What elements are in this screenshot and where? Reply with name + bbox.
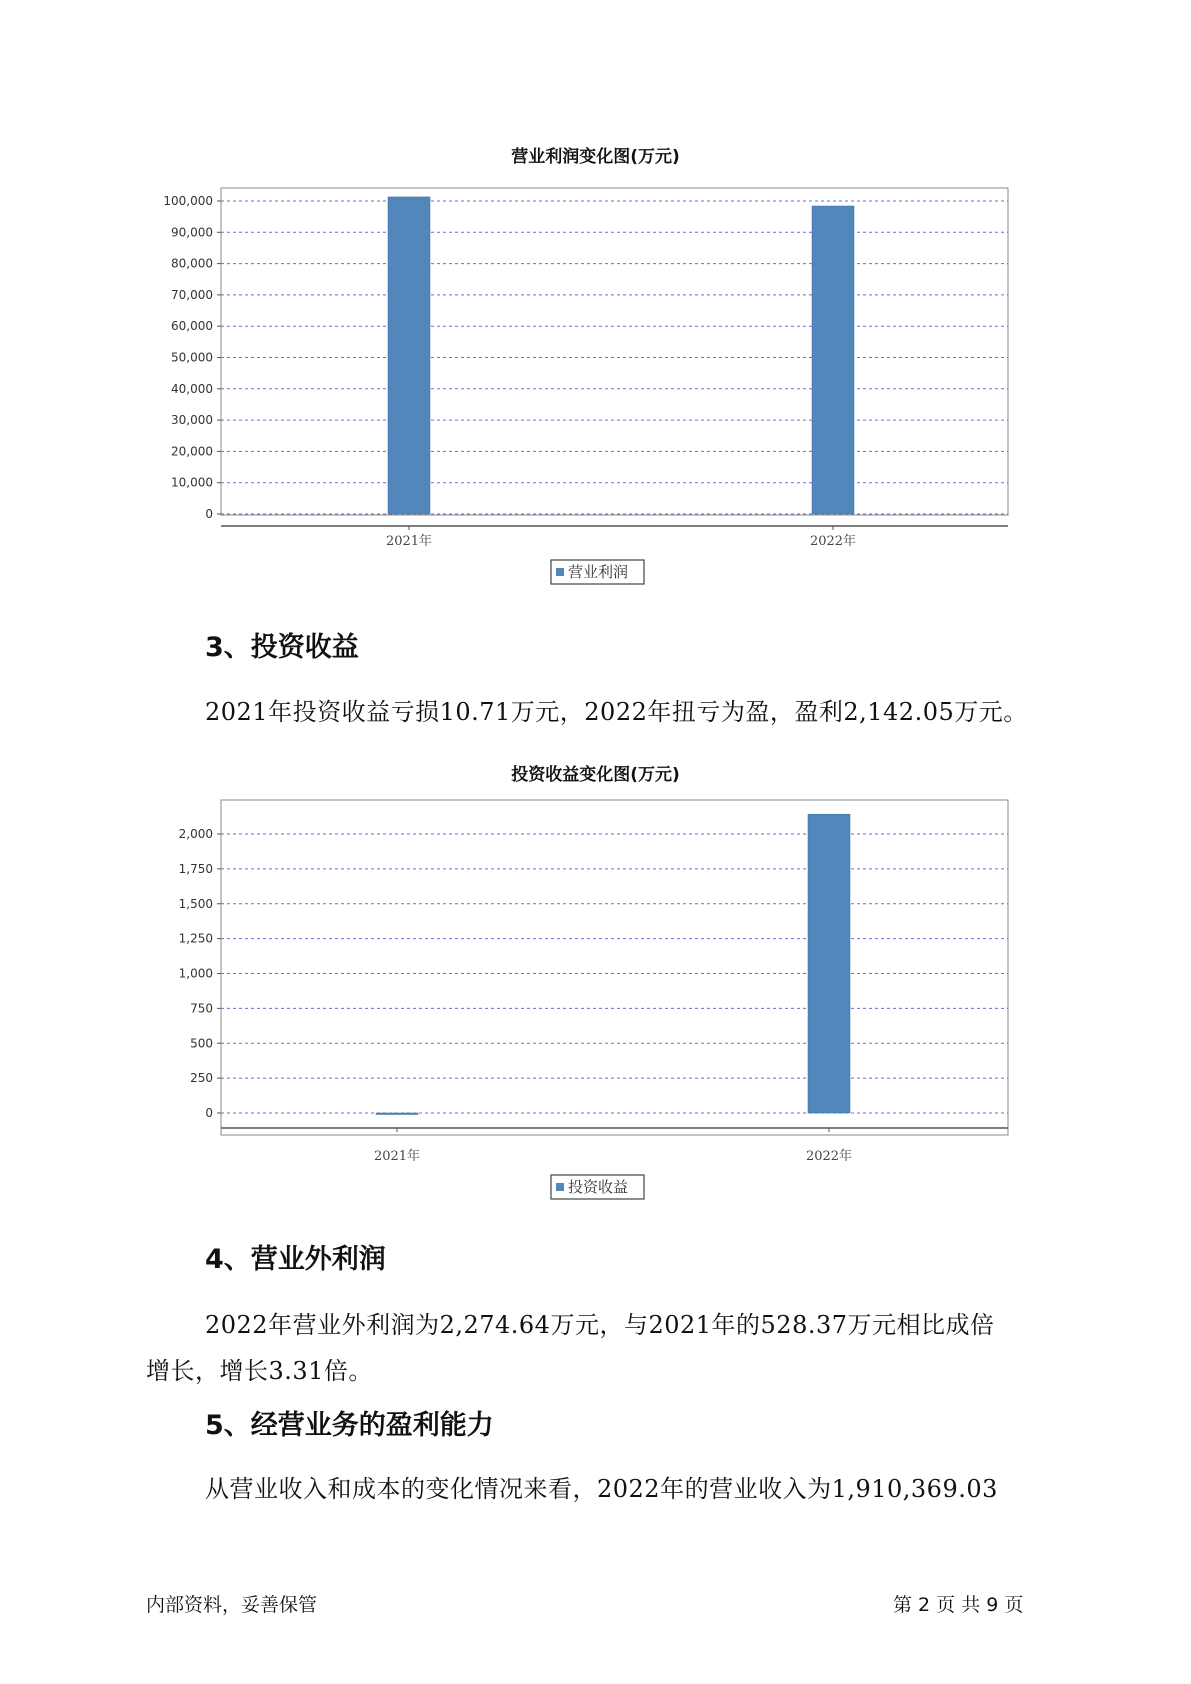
investment-income-chart: [0, 790, 1191, 1196]
y-tick-label: 60,000: [171, 319, 213, 334]
x-tick-label: 2022年: [809, 534, 857, 549]
y-tick-label: 0: [205, 507, 213, 521]
y-tick-label: 0: [205, 1106, 213, 1120]
bar-2022年: [812, 206, 854, 514]
y-tick-label: 30,000: [171, 413, 213, 428]
y-tick-label: 1,000: [178, 966, 213, 981]
y-tick-label: 50,000: [171, 350, 213, 365]
y-tick-label: 250: [190, 1071, 213, 1086]
y-tick-label: 1,250: [178, 931, 213, 946]
bar-2022年: [808, 814, 850, 1113]
x-tick-label: 2021年: [385, 534, 433, 549]
y-tick-label: 750: [190, 1001, 213, 1016]
paragraph-non-operating-profit-line2: 增长，增长3.31倍。: [146, 1357, 373, 1385]
paragraph-non-operating-profit-line1: 2022年营业外利润为2,274.64万元，与2021年的528.37万元相比成倍: [205, 1311, 995, 1339]
legend-label: 投资收益: [568, 1178, 629, 1196]
legend-swatch: [556, 1183, 564, 1191]
y-tick-label: 70,000: [171, 287, 213, 302]
chart-title-operating-profit: 营业利润变化图(万元): [511, 147, 680, 167]
legend-label: 营业利润: [568, 563, 629, 581]
chart-title-investment-income: 投资收益变化图(万元): [511, 765, 680, 785]
y-tick-label: 1,750: [178, 861, 213, 876]
y-tick-label: 100,000: [163, 194, 213, 208]
section-heading-investment-income: 3、投资收益: [205, 632, 359, 663]
x-tick-label: 2022年: [805, 1149, 853, 1164]
y-tick-label: 40,000: [171, 381, 213, 396]
plot-area: [221, 800, 1008, 1135]
legend-swatch: [556, 568, 564, 576]
section-heading-profitability: 5、经营业务的盈利能力: [205, 1410, 494, 1441]
y-tick-label: 1,500: [178, 896, 213, 911]
operating-profit-chart: [0, 170, 1191, 581]
y-tick-label: 90,000: [171, 225, 213, 240]
footer-page-number: 第 2 页 共 9 页: [893, 1594, 1024, 1616]
plot-area: [221, 188, 1008, 515]
bar-2021年: [388, 197, 430, 514]
y-tick-label: 2,000: [178, 827, 213, 841]
x-tick-label: 2021年: [373, 1149, 421, 1164]
section-heading-non-operating-profit: 4、营业外利润: [205, 1244, 386, 1275]
y-tick-label: 10,000: [171, 475, 213, 490]
y-tick-label: 80,000: [171, 256, 213, 271]
paragraph-profitability: 从营业收入和成本的变化情况来看，2022年的营业收入为1,910,369.03: [205, 1475, 998, 1503]
footer-confidential-note: 内部资料，妥善保管: [146, 1594, 318, 1616]
paragraph-investment-income: 2021年投资收益亏损10.71万元，2022年扭亏为盈，盈利2,142.05万元。: [205, 698, 1028, 726]
y-tick-label: 500: [190, 1036, 213, 1051]
bar-2021年: [376, 1113, 418, 1115]
y-tick-label: 20,000: [171, 444, 213, 459]
